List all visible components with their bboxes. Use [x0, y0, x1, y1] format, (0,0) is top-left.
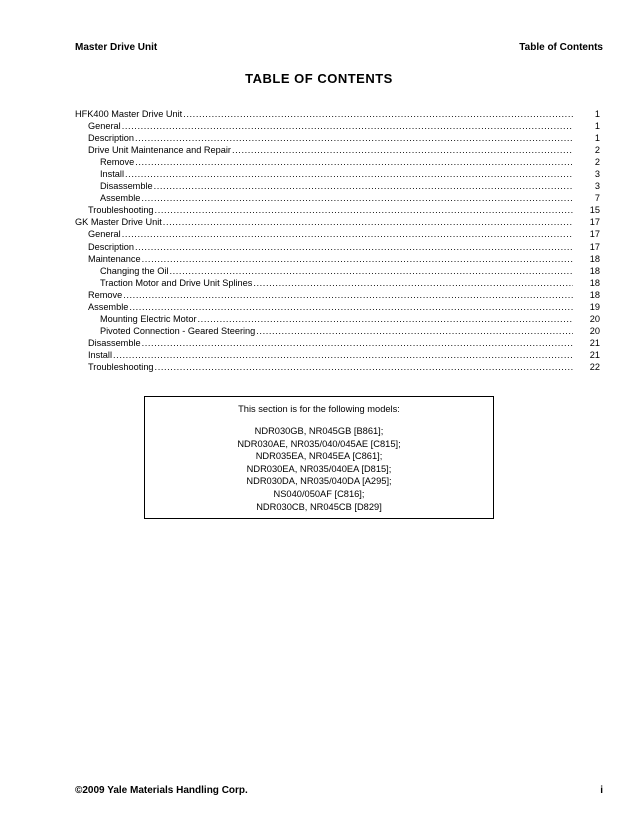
toc-entry-page: 17	[589, 217, 600, 228]
toc-entry-page: 21	[589, 349, 600, 360]
toc-entry-page: 1	[594, 133, 600, 144]
toc-entry[interactable]	[75, 132, 603, 144]
model-line: NDR035EA, NR045EA [C861];	[255, 451, 383, 462]
toc-entry[interactable]	[75, 265, 603, 277]
toc-dot-leader	[253, 277, 573, 289]
toc-entry[interactable]	[75, 216, 603, 228]
toc-entry-title: General	[88, 121, 121, 132]
model-line: NDR030EA, NR035/040EA [D815];	[246, 463, 392, 474]
toc-entry[interactable]	[75, 349, 603, 361]
model-line: NDR030GB, NR045GB [B861];	[254, 426, 384, 436]
toc-entry-title: GK Master Drive Unit	[75, 217, 162, 228]
model-line: NDR030DA, NR035/040DA [A295];	[246, 476, 392, 487]
header-page-label: Table of Contents	[519, 42, 603, 53]
toc-entry-page: 3	[594, 181, 600, 192]
toc-entry-title: Assemble	[88, 301, 129, 312]
models-intro: This section is for the following models:	[238, 404, 400, 414]
toc-entry-page: 17	[589, 229, 600, 240]
model-line: NS040/050AF [C816];	[273, 488, 365, 499]
toc-entry-title: Troubleshooting	[88, 361, 154, 372]
toc-entry[interactable]	[75, 156, 603, 168]
toc-entry-page: 7	[594, 193, 600, 204]
toc-entry[interactable]	[75, 313, 603, 325]
footer-copyright: ©2009 Yale Materials Handling Corp.	[75, 785, 248, 796]
toc-dot-leader	[113, 349, 573, 361]
table-of-contents	[75, 108, 603, 373]
toc-entry-title: Drive Unit Maintenance and Repair	[88, 145, 231, 156]
toc-entry-page: 18	[589, 253, 600, 264]
toc-entry[interactable]	[75, 204, 603, 216]
toc-entry[interactable]	[75, 253, 603, 265]
toc-entry-page: 1	[594, 121, 600, 132]
model-line: NDR030CB, NR045CB [D829]	[256, 501, 382, 512]
toc-entry[interactable]	[75, 168, 603, 180]
page-title: TABLE OF CONTENTS	[245, 71, 393, 86]
toc-dot-leader	[183, 108, 573, 120]
toc-dot-leader	[135, 132, 573, 144]
toc-dot-leader	[141, 192, 573, 204]
header-section-title: Master Drive Unit	[75, 42, 158, 53]
toc-entry[interactable]	[75, 301, 603, 313]
models-box	[144, 396, 494, 519]
toc-entry[interactable]	[75, 277, 603, 289]
toc-dot-leader	[154, 180, 573, 192]
toc-entry-page: 19	[589, 301, 600, 312]
toc-dot-leader	[142, 337, 573, 349]
toc-entry-title: Description	[88, 133, 134, 144]
toc-entry[interactable]	[75, 228, 603, 240]
toc-dot-leader	[129, 301, 573, 313]
toc-entry[interactable]	[75, 289, 603, 301]
toc-entry[interactable]	[75, 241, 603, 253]
toc-entry-page: 2	[594, 157, 600, 168]
toc-dot-leader	[155, 204, 573, 216]
toc-entry-page: 18	[589, 265, 600, 276]
toc-entry-title: Assemble	[100, 193, 141, 204]
toc-entry-title: Changing the Oil	[100, 265, 169, 276]
toc-entry-title: Mounting Electric Motor	[100, 313, 197, 324]
toc-dot-leader	[123, 289, 573, 301]
toc-entry[interactable]	[75, 325, 603, 337]
toc-entry-title: Traction Motor and Drive Unit Splines	[100, 277, 253, 288]
toc-dot-leader	[232, 144, 573, 156]
toc-dot-leader	[163, 216, 573, 228]
toc-entry-title: Pivoted Connection - Geared Steering	[100, 325, 256, 336]
toc-entry-page: 1	[594, 109, 600, 119]
toc-entry[interactable]	[75, 120, 603, 132]
toc-dot-leader	[135, 241, 573, 253]
toc-entry[interactable]	[75, 144, 603, 156]
toc-entry-page: 20	[589, 325, 600, 336]
toc-dot-leader	[142, 253, 573, 265]
toc-dot-leader	[198, 313, 573, 325]
toc-entry-page: 17	[589, 241, 600, 252]
toc-dot-leader	[256, 325, 573, 337]
toc-entry-title: Install	[88, 349, 113, 360]
toc-entry-page: 2	[594, 145, 600, 156]
toc-entry-title: General	[88, 229, 121, 240]
toc-entry-title: HFK400 Master Drive Unit	[75, 109, 183, 119]
toc-entry-title: Disassemble	[88, 337, 141, 348]
toc-entry-page: 3	[594, 169, 600, 180]
toc-entry[interactable]	[75, 180, 603, 192]
footer-page-number: i	[600, 785, 603, 796]
toc-dot-leader	[122, 120, 573, 132]
toc-dot-leader	[169, 265, 573, 277]
toc-entry-page: 18	[589, 277, 600, 288]
toc-dot-leader	[135, 156, 573, 168]
toc-entry-page: 15	[589, 205, 600, 216]
toc-dot-leader	[125, 168, 573, 180]
model-line: NDR030AE, NR035/040/045AE [C815];	[237, 438, 401, 449]
toc-entry-title: Maintenance	[88, 253, 141, 264]
models-list	[145, 425, 493, 513]
toc-entry-page: 21	[589, 337, 600, 348]
toc-entry[interactable]	[75, 108, 603, 120]
toc-entry-title: Troubleshooting	[88, 205, 154, 216]
toc-entry-title: Disassemble	[100, 181, 153, 192]
toc-dot-leader	[155, 361, 573, 373]
toc-entry-title: Remove	[88, 289, 123, 300]
toc-entry[interactable]	[75, 361, 603, 373]
toc-entry[interactable]	[75, 337, 603, 349]
toc-entry-title: Install	[100, 169, 125, 180]
toc-entry-page: 20	[589, 313, 600, 324]
toc-entry-page: 18	[589, 289, 600, 300]
toc-entry-page: 22	[589, 361, 600, 372]
toc-dot-leader	[122, 228, 573, 240]
toc-entry-title: Description	[88, 241, 134, 252]
toc-entry-title: Remove	[100, 157, 135, 168]
toc-entry[interactable]	[75, 192, 603, 204]
